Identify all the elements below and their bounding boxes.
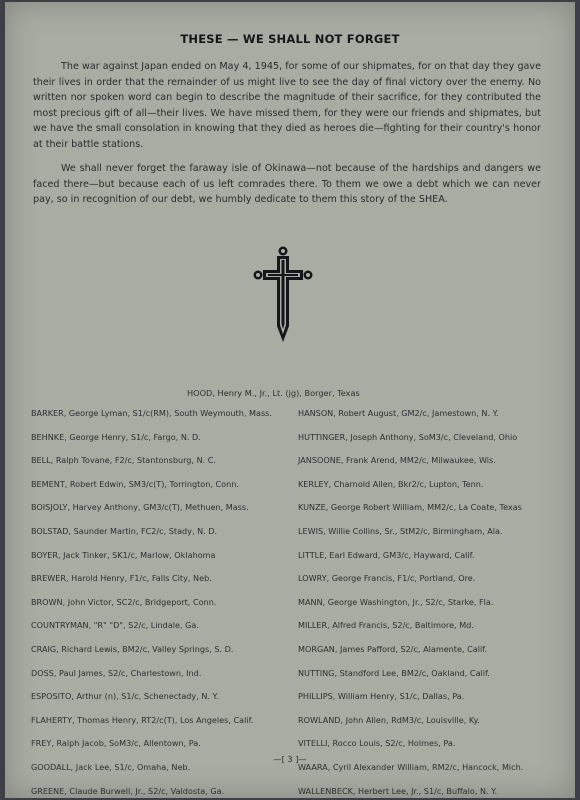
- names-column-right: [298, 406, 523, 798]
- list-item: NUTTING, Standford Lee, BM2/c, Oakland, Calif.: [298, 667, 490, 678]
- list-item: WALLENBECK, Herbert Lee, Jr., S1/c, Buffalo, N. Y.: [298, 785, 498, 796]
- book-page: [5, 2, 575, 798]
- list-item: GREENE, Claude Burwell, Jr., S2/c, Valdosta, Ga.: [31, 785, 225, 796]
- list-item: COUNTRYMAN, "R" "D", S2/c, Lindale, Ga.: [31, 620, 199, 631]
- list-item: BARKER, George Lyman, S1/c(RM), South Weymouth, Mass.: [31, 408, 272, 418]
- list-item: JANSOONE, Frank Arend, MM2/c, Milwaukee, Wis.: [298, 455, 496, 466]
- commanding-name: HOOD, Henry M., Jr., Lt. (jg), Borger, Texas: [187, 388, 360, 398]
- cross-icon: [253, 242, 313, 352]
- list-item: BEHNKE, George Henry, S1/c, Fargo, N. D.: [31, 431, 201, 442]
- list-item: MILLER, Alfred Francis, S2/c, Baltimore, Md.: [298, 620, 474, 631]
- list-item: WAARA, Cyril Alexander William, RM2/c, Hancock, Mich.: [298, 761, 524, 772]
- list-item: GOODALL, Jack Lee, S1/c, Omaha, Neb.: [31, 761, 191, 772]
- list-item: BELL, Ralph Tovane, F2/c, Stantonsburg, N. C.: [31, 455, 217, 466]
- names-column-left: [31, 406, 272, 798]
- list-item: LOWRY, George Francis, F1/c, Portland, Ore.: [298, 573, 476, 584]
- list-item: KERLEY, Charnold Allen, Bkr2/c, Lupton, Tenn.: [298, 478, 484, 489]
- list-item: CRAIG, Richard Lewis, BM2/c, Valley Springs, S. D.: [31, 643, 234, 654]
- list-item: HUTTINGER, Joseph Anthony, SoM3/c, Cleveland, Ohio: [298, 431, 518, 442]
- dedication-paragraph-1: The war against Japan ended on May 4, 1945, for some of our shipmates, for on that day they gave their lives in order that the remainder of us might live to see the day of final victory over the enemy. No written nor spoken word can begin to describe the magnitude of their sacrifice, for they contributed the most precious gift of all—their lives. We have missed them, for they were our friends and shipmates, but we have the small consolation in knowing that they died as heroes die—fighting for their country's honor at their battle stations.: [33, 61, 541, 150]
- list-item: ROWLAND, John Allen, RdM3/c, Louisville, Ky.: [298, 714, 480, 725]
- list-item: FREY, Ralph Jacob, SoM3/c, Allentown, Pa.: [31, 738, 201, 749]
- list-item: MANN, George Washington, Jr., S2/c, Starke, Fla.: [298, 596, 494, 607]
- list-item: VITELLI, Rocco Louis, S2/c, Holmes, Pa.: [298, 738, 456, 749]
- list-item: DOSS, Paul James, S2/c, Charlestown, Ind.: [31, 667, 202, 678]
- list-item: ESPOSITO, Arthur (n), S1/c, Schenectady, N. Y.: [31, 691, 219, 702]
- page-number: —[ 3 ]—: [273, 754, 307, 764]
- page-title: THESE — WE SHALL NOT FORGET: [180, 32, 400, 46]
- list-item: BREWER, Harold Henry, F1/c, Falls City, Neb.: [31, 573, 212, 584]
- list-item: FLAHERTY, Thomas Henry, RT2/c(T), Los Angeles, Calif.: [31, 714, 254, 725]
- list-item: HANSON, Robert August, GM2/c, Jamestown, N. Y.: [298, 408, 499, 418]
- list-item: BOISJOLY, Harvey Anthony, GM3/c(T), Methuen, Mass.: [31, 502, 249, 513]
- list-item: BOLSTAD, Saunder Martin, FC2/c, Stady, N. D.: [31, 525, 218, 536]
- list-item: LITTLE, Earl Edward, GM3/c, Hayward, Calif.: [298, 549, 475, 560]
- list-item: BOYER, Jack Tinker, SK1/c, Marlow, Oklahoma: [31, 549, 216, 560]
- list-item: LEWIS, Willie Collins, Sr., StM2/c, Birmingham, Ala.: [298, 525, 503, 536]
- list-item: MORGAN, James Pafford, S2/c, Alamente, Calif.: [298, 643, 488, 654]
- list-item: PHILLIPS, William Henry, S1/c, Dallas, Pa.: [298, 691, 465, 702]
- list-item: BROWN, John Victor, SC2/c, Bridgeport, Conn.: [31, 596, 217, 607]
- list-item: KUNZE, George Robert William, MM2/c, La Coate, Texas: [298, 502, 522, 513]
- list-item: BEMENT, Robert Edwin, SM3/c(T), Torrington, Conn.: [31, 478, 239, 489]
- dedication-paragraph-2: We shall never forget the faraway isle of Okinawa—not because of the hardships and dangers we faced there—but because each of us left comrades there. To them we owe a debt which we can never pay, so in recognition of our debt, we humbly dedicate to them this story of the SHEA.: [33, 163, 541, 206]
